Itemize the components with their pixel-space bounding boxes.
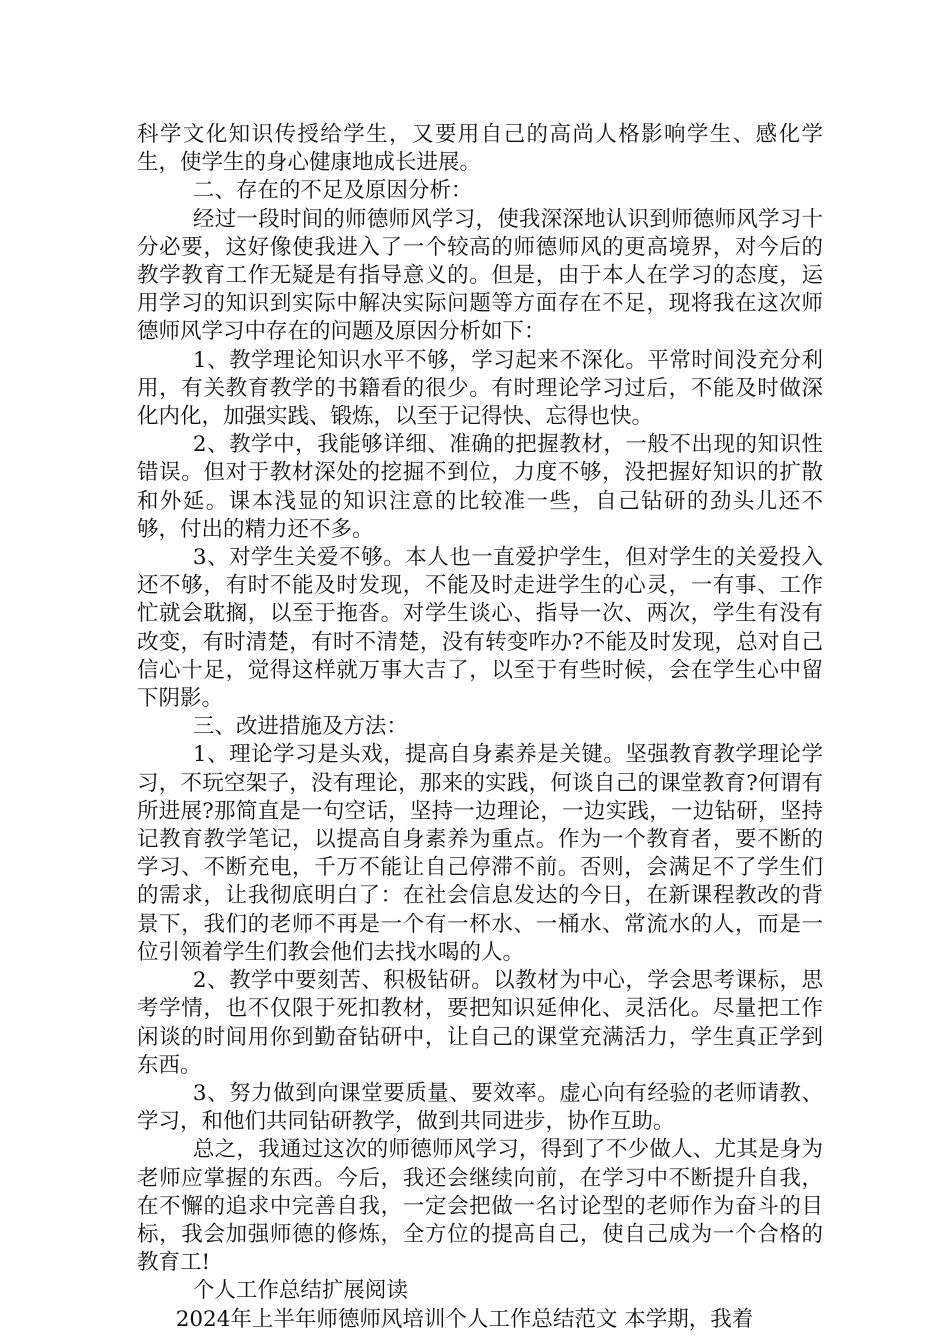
- paragraph-shortcoming-2: 2、教学中，我能够详细、准确的把握教材，一般不出现的知识性错误。但对于教材深处的挖掘不到位，力度不够，没把握好知识的扩散和外延。课本浅显的知识注意的比较准一些，自己钻研的劲头儿还不够，付出的精力还不多。: [137, 432, 823, 542]
- document-body: [137, 121, 823, 1334]
- paragraph-conclusion: 总之，我通过这次的师德师风学习，得到了不少做人、尤其是身为老师应掌握的东西。今后，我还会继续向前，在学习中不断提升自我，在不懈的追求中完善自我，一定会把做一名讨论型的老师作为奋斗的目标，我会加强师德的修炼，全方位的提高自己，使自己成为一个合格的教育工!: [137, 1137, 823, 1276]
- extended-reading-first-line: 2024年上半年师德师风培训个人工作总结范文 本学期，我着: [175, 1306, 754, 1332]
- paragraph-shortcoming-3: 3、对学生关爱不够。本人也一直爱护学生，但对学生的关爱投入还不够，有时不能及时发现，不能及时走进学生的心灵，一有事、工作忙就会耽搁，以至于拖沓。对学生谈心、指导一次、两次，学生有没有改变，有时清楚，有时不清楚，没有转变咋办?不能及时发现，总对自己信心十足，觉得这样就万事大吉了，以至于有些时候，会在学生心中留下阴影。: [137, 545, 823, 712]
- extended-reading-heading: 个人工作总结扩展阅读: [192, 1278, 408, 1304]
- section-heading-shortcomings: 二、存在的不足及原因分析：: [192, 178, 473, 204]
- paragraph-shortcoming-1: 1、教学理论知识水平不够，学习起来不深化。平常时间没充分利用，有关教育教学的书籍看的很少。有时理论学习过后，不能及时做深化内化，加强实践、锻炼，以至于记得快、忘得也快。: [137, 347, 823, 430]
- paragraph-shortcomings-overview: 经过一段时间的师德师风学习，使我深深地认识到师德师风学习十分必要，这好像使我进入了一个较高的师德师风的更高境界，对今后的教学教育工作无疑是有指导意义的。但是，由于本人在学习的态度，运用学习的知识到实际中解决实际问题等方面存在不足，现将我在这次师德师风学习中存在的问题及原因分析如下：: [137, 206, 823, 345]
- paragraph-improvement-1: 1、理论学习是头戏，提高自身素养是关键。坚强教育教学理论学习，不玩空架子，没有理论，那来的实践，何谈自己的课堂教育?何谓有所进展?那简直是一句空话，坚持一边理论，一边实践，一边钻研，坚持记教育教学笔记，以提高自身素养为重点。作为一个教育者，要不断的学习、不断充电，千万不能让自己停滞不前。否则，会满足不了学生们的需求，让我彻底明白了：在社会信息发达的今日，在新课程教改的背景下，我们的老师不再是一个有一杯水、一桶水、常流水的人，而是一位引领着学生们教会他们去找水喝的人。: [137, 742, 823, 965]
- paragraph-improvement-2: 2、教学中要刻苦、积极钻研。以教材为中心，学会思考课标，思考学情，也不仅限于死扣教材，要把知识延伸化、灵活化。尽量把工作闲谈的时间用你到勤奋钻研中，让自己的课堂充满活力，学生真正学到东西。: [137, 968, 823, 1078]
- section-heading-improvements: 三、改进措施及方法：: [192, 714, 408, 740]
- paragraph-improvement-3: 3、努力做到向课堂要质量、要效率。虚心向有经验的老师请教、学习，和他们共同钻研教学，做到共同进步，协作互助。: [137, 1080, 823, 1135]
- paragraph-intro-continuation: 科学文化知识传授给学生，又要用自己的高尚人格影响学生、感化学生，使学生的身心健康地成长进展。: [137, 122, 823, 176]
